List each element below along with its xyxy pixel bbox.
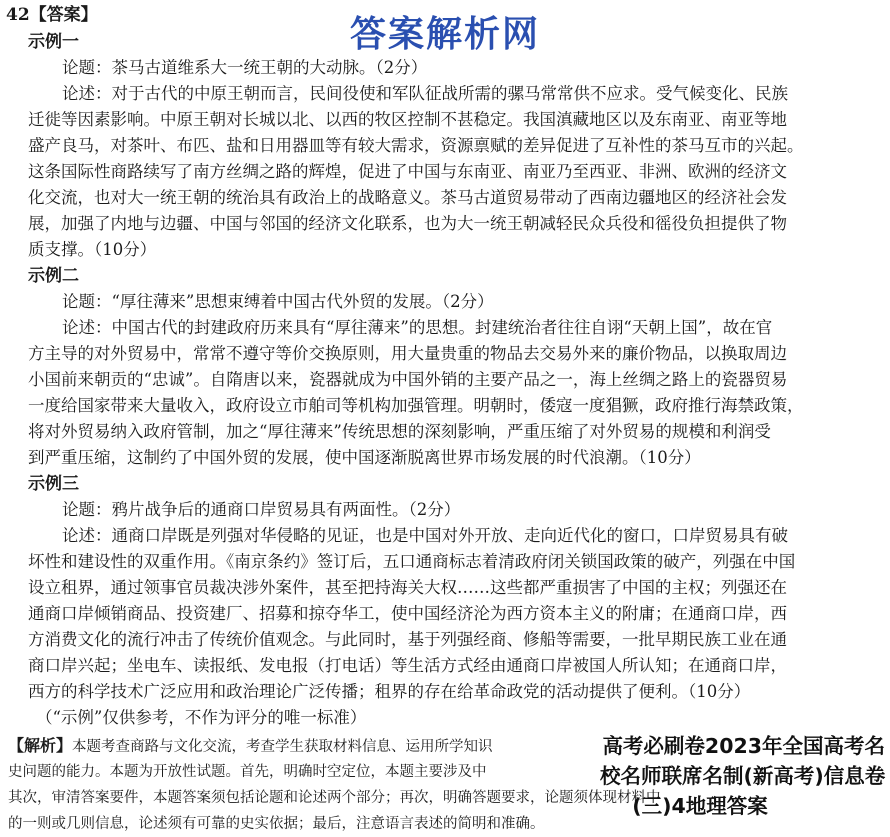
analysis-text: 其次，审清答案要件，本题答案须包括论题和论述两个部分；再次，明确答题要求， [8, 790, 545, 806]
example-3-line: 方消费文化的流行冲击了传统价值观念。与此同时，基于列强经商、修船等需要，一批早期民族工业在通 [28, 630, 787, 649]
example-3-line: 坏性和建设性的双重作用。《南京条约》签订后，五口通商标志着清政府闭关锁国政策的破产，列强在中国 [28, 552, 796, 571]
answer-header [6, 2, 98, 28]
example-3-line: 设立租界，通过领事官员裁决涉外案件，甚至把持海关大权……这些都严重损害了中国的主权；列强还在 [28, 578, 787, 597]
example-3-title: 示例三 [28, 474, 79, 494]
analysis-text: 本题考查商路与文化交流，考查学生获取材料信息、运用所学知识 [72, 739, 493, 755]
example-2-line: 方主导的对外贸易中，常常不遵守等价交换原则，用大量贵重的物品去交易外来的廉价物品，以换取周边 [28, 344, 787, 363]
example-1-line: 质支撑。（10分） [28, 240, 157, 259]
example-3-line: 西方的科学技术广泛应用和政治理论广泛传播；租界的存在给革命政党的活动提供了便利。（10分） [28, 682, 751, 701]
overlay-title-line: 校名师联席名制(新高考)信息卷 [600, 764, 886, 788]
example-3-thesis: 论题：鸦片战争后的通商口岸贸易具有两面性。（2分） [62, 500, 461, 519]
overlay-title-line: (三)4地理答案 [632, 794, 768, 818]
analysis-line: 的一则或几则信息，论述须有可靠的史实依据；最后，注意语言表述的简明和准确。 [8, 816, 545, 832]
example-2-line: 到严重压缩，这制约了中国外贸的发展，使中国逐渐脱离世界市场发展的时代浪潮。（10分） [28, 448, 701, 467]
example-1-thesis: 论题：茶马古道维系大一统王朝的大动脉。（2分） [62, 58, 428, 77]
example-2-line: 将对外贸易纳入政府管制，加之“厚往薄来”传统思想的深刻影响，严重压缩了对外贸易的规模和利润受 [28, 422, 771, 441]
example-3-line: 通商口岸倾销商品、投资建厂、招募和掠夺华工，使中国经济沦为西方资本主义的附庸；在通商口岸，西 [28, 604, 787, 623]
example-2-title: 示例二 [28, 266, 79, 286]
example-2-line: 论述：中国古代的封建政府历来具有“厚往薄来”的思想。封建统治者往往自诩“天朝上国”，故在官 [62, 318, 773, 337]
analysis-line [8, 733, 493, 760]
reference-note: （“示例”仅供参考，不作为评分的唯一标准） [36, 708, 367, 727]
question-number: 42 [6, 5, 30, 25]
example-1-line: 化交流，也对大一统王朝的统治具有政治上的战略意义。茶马古道贸易带动了西南边疆地区的经济社会发 [28, 188, 787, 207]
example-1-line: 展，加强了内地与边疆、中国与邻国的经济文化联系，也为大一统王朝减轻民众兵役和徭役负担提供了物 [28, 214, 787, 233]
example-1-title: 示例一 [28, 32, 79, 52]
answer-label: 【答案】 [29, 5, 98, 25]
analysis-text: 论题须体现材料中 [544, 790, 661, 806]
example-2-line: 小国前来朝贡的“忠诚”。自隋唐以来，瓷器就成为中国外销的主要产品之一，海上丝绸之路上的瓷器贸易 [28, 370, 788, 389]
example-2-line: 一度给国家带来大量收入，政府设立市舶司等机构加强管理。明朝时，倭寇一度猖獗，政府推行海禁政策， [28, 396, 804, 415]
example-1-line: 这条国际性商路续写了南方丝绸之路的辉煌，促进了中国与东南亚、南亚乃至西亚、非洲、欧洲的经济文 [28, 162, 787, 181]
example-1-line: 论述：对于古代的中原王朝而言，民间役使和军队征战所需的骡马常常供不应求。受气候变化、民族 [62, 84, 788, 103]
analysis-label: 【解析】 [8, 736, 73, 755]
overlay-title-line: 高考必刷卷2023年全国高考名 [602, 734, 885, 758]
analysis-line [8, 785, 661, 811]
example-3-line: 商口岸兴起；坐电车、读报纸、发电报（打电话）等生活方式经由通商口岸被国人所认知；在通商口岸， [28, 656, 787, 675]
example-1-line: 迁徙等因素影响。中原王朝对长城以北、以西的牧区控制不甚稳定。我国滇藏地区以及东南亚、南亚等地 [28, 110, 787, 129]
example-1-line: 盛产良马，对茶叶、布匹、盐和日用器皿等有较大需求，资源禀赋的差异促进了互补性的茶马互市的兴起。 [28, 136, 804, 155]
site-watermark: 答案解析网 [350, 13, 541, 55]
example-2-thesis: 论题：“厚往薄来”思想束缚着中国古代外贸的发展。（2分） [62, 292, 494, 311]
analysis-line: 史问题的能力。本题为开放性试题。首先，明确时空定位，本题主要涉及中 [8, 764, 487, 780]
example-3-line: 论述：通商口岸既是列强对华侵略的见证，也是中国对外开放、走向近代化的窗口，口岸贸易具有破 [62, 526, 788, 545]
